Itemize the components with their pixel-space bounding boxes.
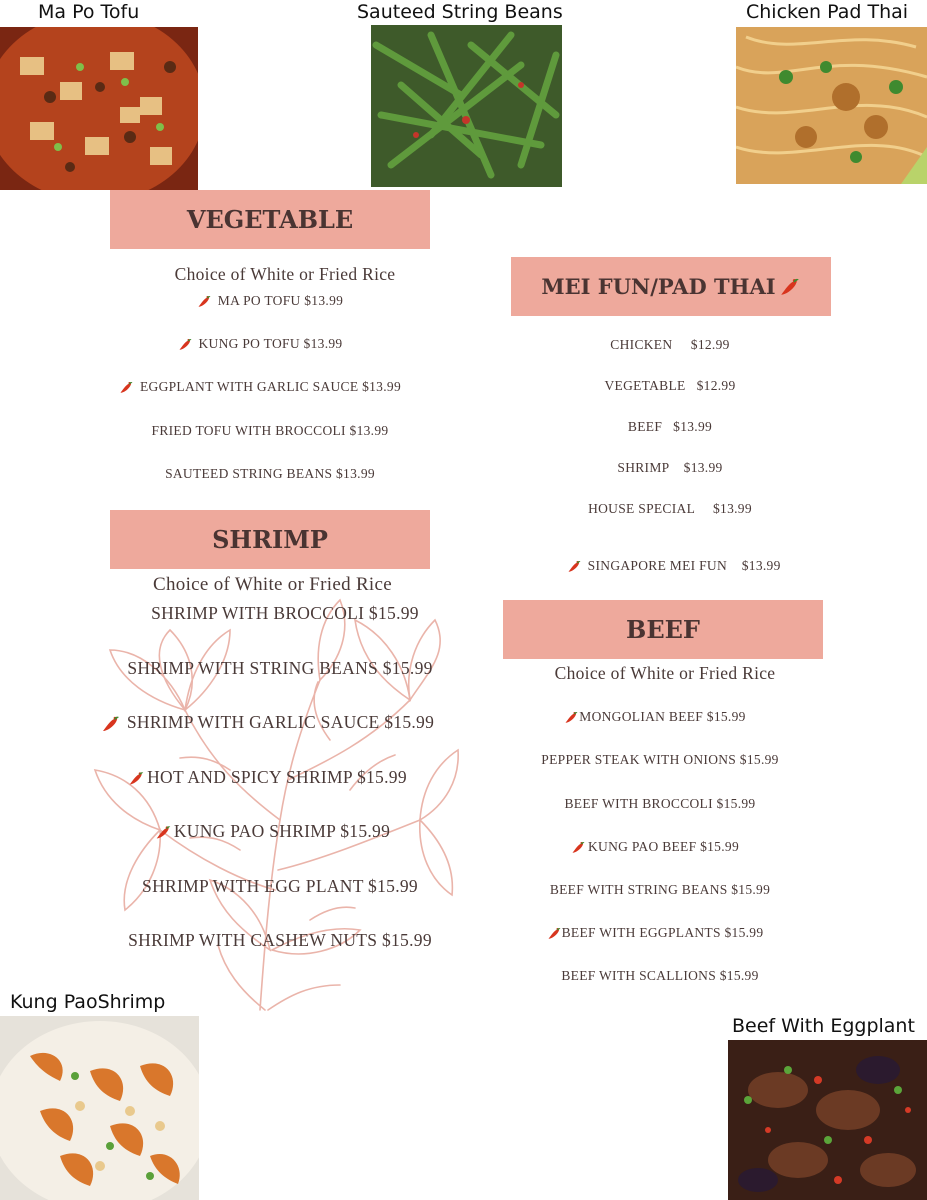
photo-caption-beef-with-eggplant: Beef With Eggplant (732, 1015, 915, 1037)
shrimp-item-garlic-sauce (75, 712, 460, 734)
meifun-section-title (511, 257, 831, 316)
beef-item-label: BEEF WITH EGGPLANTS $15.99 (561, 925, 764, 940)
kung-pao-shrimp-photo (0, 1016, 199, 1200)
beef-item-label: MONGOLIAN BEEF $15.99 (579, 709, 746, 724)
beef-with-eggplant-photo (728, 1040, 927, 1200)
vegetable-item-label: MA PO TOFU $13.99 (217, 293, 344, 308)
beef-item-scallions: BEEF WITH SCALLIONS $15.99 (561, 968, 759, 983)
vegetable-section-title: VEGETABLE (110, 190, 430, 249)
shrimp-rice-choice: Choice of White or Fried Rice (153, 574, 392, 595)
meifun-item-singapore-mei-fun (510, 542, 830, 574)
beef-item-broccoli: BEEF WITH BROCCOLI $15.99 (564, 796, 756, 811)
shrimp-section-title: SHRIMP (110, 510, 430, 569)
meifun-item-beef: BEEF $13.99 (627, 419, 713, 434)
shrimp-item-broccoli: SHRIMP WITH BROCCOLI $15.99 (151, 603, 419, 623)
beef-item-label: KUNG PAO BEEF $15.99 (587, 839, 740, 854)
vegetable-item-label: KUNG PO TOFU $13.99 (198, 336, 343, 351)
beef-item-eggplants (500, 925, 810, 941)
chili-icon (197, 294, 212, 309)
meifun-item-chicken: CHICKEN $12.99 (610, 337, 730, 352)
shrimp-item-label: HOT AND SPICY SHRIMP $15.99 (147, 767, 407, 787)
photo-caption-kung-pao-shrimp: Kung PaoShrimp (10, 991, 166, 1013)
shrimp-item-label: KUNG PAO SHRIMP $15.99 (173, 821, 391, 841)
chili-icon (155, 824, 172, 841)
chili-icon (779, 276, 801, 298)
beef-item-mongolian (500, 709, 810, 725)
vegetable-item-label: EGGPLANT WITH GARLIC SAUCE $13.99 (139, 379, 402, 394)
photo-caption-ma-po-tofu: Ma Po Tofu (38, 1, 140, 23)
beef-item-pepper-steak: PEPPER STEAK WITH ONIONS $15.99 (541, 752, 779, 767)
vegetable-item-kung-po-tofu (110, 336, 410, 352)
beef-item-string-beans: BEEF WITH STRING BEANS $15.99 (549, 882, 771, 897)
beef-rice-choice: Choice of White or Fried Rice (554, 663, 776, 683)
photo-caption-sauteed-string-beans: Sauteed String Beans (357, 1, 563, 23)
beef-item-kung-pao (500, 839, 810, 855)
vegetable-item-sauteed-string-beans: SAUTEED STRING BEANS $13.99 (165, 466, 375, 481)
shrimp-item-egg-plant: SHRIMP WITH EGG PLANT $15.99 (142, 876, 418, 896)
meifun-item-shrimp: SHRIMP $13.99 (617, 460, 723, 475)
chili-icon (119, 380, 134, 395)
chili-icon (128, 770, 145, 787)
vegetable-rice-choice: Choice of White or Fried Rice (174, 264, 396, 284)
chili-icon (571, 840, 586, 855)
chili-icon (567, 559, 582, 574)
vegetable-item-ma-po-tofu (120, 293, 420, 309)
chicken-pad-thai-photo (736, 27, 927, 184)
chili-icon (564, 710, 579, 725)
meifun-title-text: MEI FUN/PAD THAI (541, 274, 776, 299)
shrimp-item-cashew-nuts: SHRIMP WITH CASHEW NUTS $15.99 (128, 930, 432, 950)
vegetable-item-fried-tofu-broccoli: FRIED TOFU WITH BROCCOLI $13.99 (151, 423, 389, 438)
sauteed-string-beans-photo (371, 25, 562, 187)
meifun-item-house-special: HOUSE SPECIAL $13.99 (588, 501, 752, 516)
shrimp-item-hot-and-spicy (90, 767, 445, 788)
meifun-item-label: SINGAPORE MEI FUN $13.99 (587, 558, 781, 573)
shrimp-item-kung-pao (100, 821, 445, 842)
ma-po-tofu-photo (0, 27, 198, 190)
meifun-item-vegetable: VEGETABLE $12.99 (604, 378, 736, 393)
vegetable-item-eggplant-garlic-sauce (90, 379, 430, 395)
beef-section-title: BEEF (503, 600, 823, 659)
chili-icon (178, 337, 193, 352)
photo-caption-chicken-pad-thai: Chicken Pad Thai (746, 1, 909, 23)
chili-icon (547, 926, 562, 941)
shrimp-item-label: SHRIMP WITH GARLIC SAUCE $15.99 (126, 712, 435, 732)
shrimp-item-string-beans: SHRIMP WITH STRING BEANS $15.99 (127, 658, 433, 678)
chili-icon (101, 714, 121, 734)
